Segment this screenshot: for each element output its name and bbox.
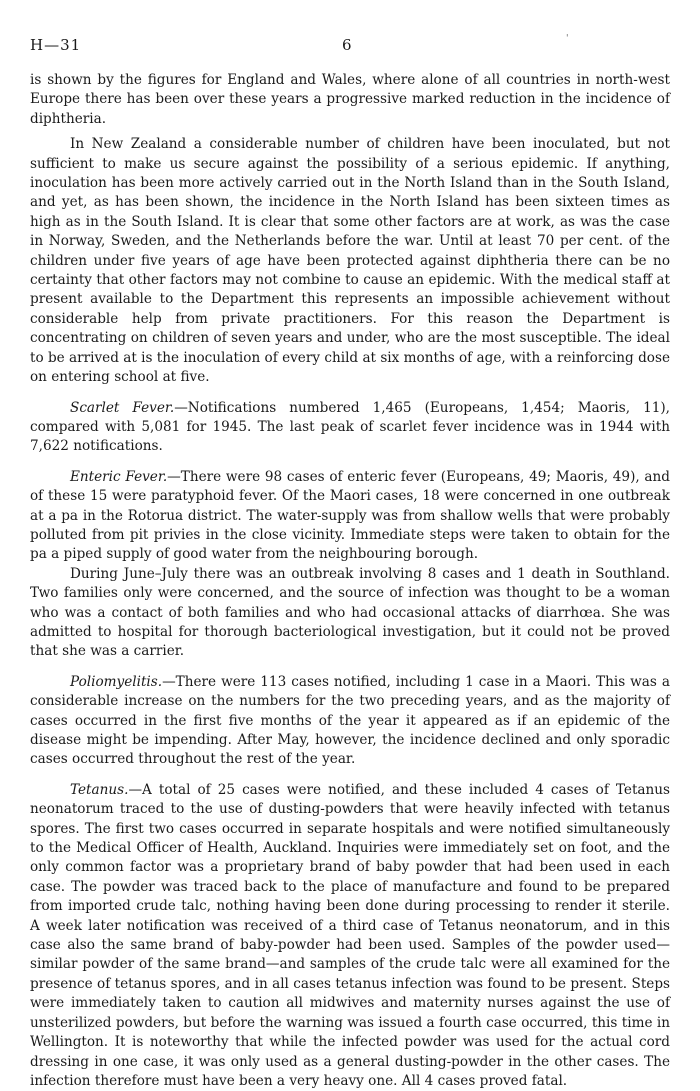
paragraph-scarlet-fever (30, 399, 670, 457)
paragraph-text: During June–July there was an outbreak involving 8 cases and 1 death in Southland. Two families only were concerned, and the source of infection was thought to be a woman who was a contact of both families and who had occasional attacks of diarrhœa. She was admitted to hospital for thorough bacteriological investigation, but it could not be proved that she was a carrier. (30, 565, 670, 660)
paragraph-text: —A total of 25 cases were notified, and these included 4 cases of Tetanus neonatorum traced to the use of dusting-powders that were heavily infected with tetanus spores. The first two cases occurred in separate hospitals and were notified simultaneously to the Medical Officer of Health, Auckland. Inquiries were immediately set on foot, and the only common factor was a proprietary brand of baby powder that had been used in each case. The powder was traced back to the place of manufacture and found to be prepared from imported crude talc, nothing having been done during processing to render it sterile. A week later notification was received of a third case of Tetanus neonatorum, and in this case also the same brand of baby-powder had been used. Samples of the powder used—similar powder of the same brand—and samples of the crude talc were all examined for the presence of tetanus spores, and in all cases tetanus infection was found to be present. Steps were immediately taken to caution all midwives and maternity nurses against the use of unsterilized powders, but before the warning was issued a fourth case occurred, this time in Wellington. It is noteworthy that while the infected powder was used for the actual cord dressing in one case, it was only used as a general dusting-powder in the other cases. The infection therefore must have been a very heavy one. All 4 cases proved fatal. (30, 781, 670, 1089)
paragraph-text: is shown by the figures for England and Wales, where alone of all countries in north-west Europe there has been over these years a progressive marked reduction in the incidence of diphtheria. (30, 72, 670, 127)
section-heading: Tetanus. (70, 781, 129, 798)
section-heading: Scarlet Fever. (70, 399, 175, 416)
margin-mark: ' (566, 34, 569, 44)
paragraph-text: —There were 98 cases of enteric fever (Europeans, 49; Maoris, 49), and of these 15 were paratyphoid fever. Of the Maori cases, 18 were concerned in one outbreak at a pa in the Rotorua district. The water-supply was from shallow wells that were probably polluted from pit privies in the close vicinity. Immediate steps were taken to obtain for the pa a piped supply of good water from the neighbouring borough. (30, 468, 670, 563)
paragraph-enteric-fever (30, 468, 670, 565)
paragraph-text: —There were 113 cases notified, including 1 case in a Maori. This was a considerable increase on the numbers for the two preceding years, and as the majority of cases occurred in the first five months of the year it appeared as if an epidemic of the disease might be impending. After May, however, the incidence declined and only sporadic cases occurred throughout the rest of the year. (30, 673, 670, 768)
paragraph-tetanus (30, 781, 670, 1091)
paragraph-text: —Notifications numbered 1,465 (Europeans, 1,454; Maoris, 11), compared with 5,081 for 1945. The last peak of scarlet fever incidence was in 1944 with 7,622 notifications. (30, 399, 670, 455)
paragraph-diphtheria-continued (30, 71, 670, 129)
section-heading: Enteric Fever. (70, 468, 168, 485)
section-heading: Poliomyelitis. (70, 673, 163, 690)
paragraph-southland-outbreak (30, 565, 670, 662)
page-number: 6 (342, 36, 352, 54)
report-id: H—31 (30, 36, 82, 54)
body-text (30, 71, 670, 1091)
paragraph-new-zealand (30, 135, 670, 387)
paragraph-poliomyelitis (30, 673, 670, 770)
page-header (30, 36, 670, 56)
paragraph-text: In New Zealand a considerable number of children have been inoculated, but not sufficient to make us secure against the possibility of a serious epidemic. If anything, inoculation has been more actively carried out in the North Island than in the South Island, and yet, as has been shown, the incidence in the North Island has been sixteen times as high as in the South Island. It is clear that some other factors are at work, as was the case in Norway, Sweden, and the Netherlands before the war. Until at least 70 per cent. of the children under five years of age have been protected against diphtheria there can be no certainty that other factors may not combine to cause an epidemic. With the medical staff at present available to the Department this represents an impossible achievement without considerable help from private practitioners. For this reason the Department is concentrating on children of seven years and under, who are the most susceptible. The ideal to be arrived at is the inoculation of every child at six months of age, with a reinforcing dose on entering school at five. (30, 136, 670, 386)
